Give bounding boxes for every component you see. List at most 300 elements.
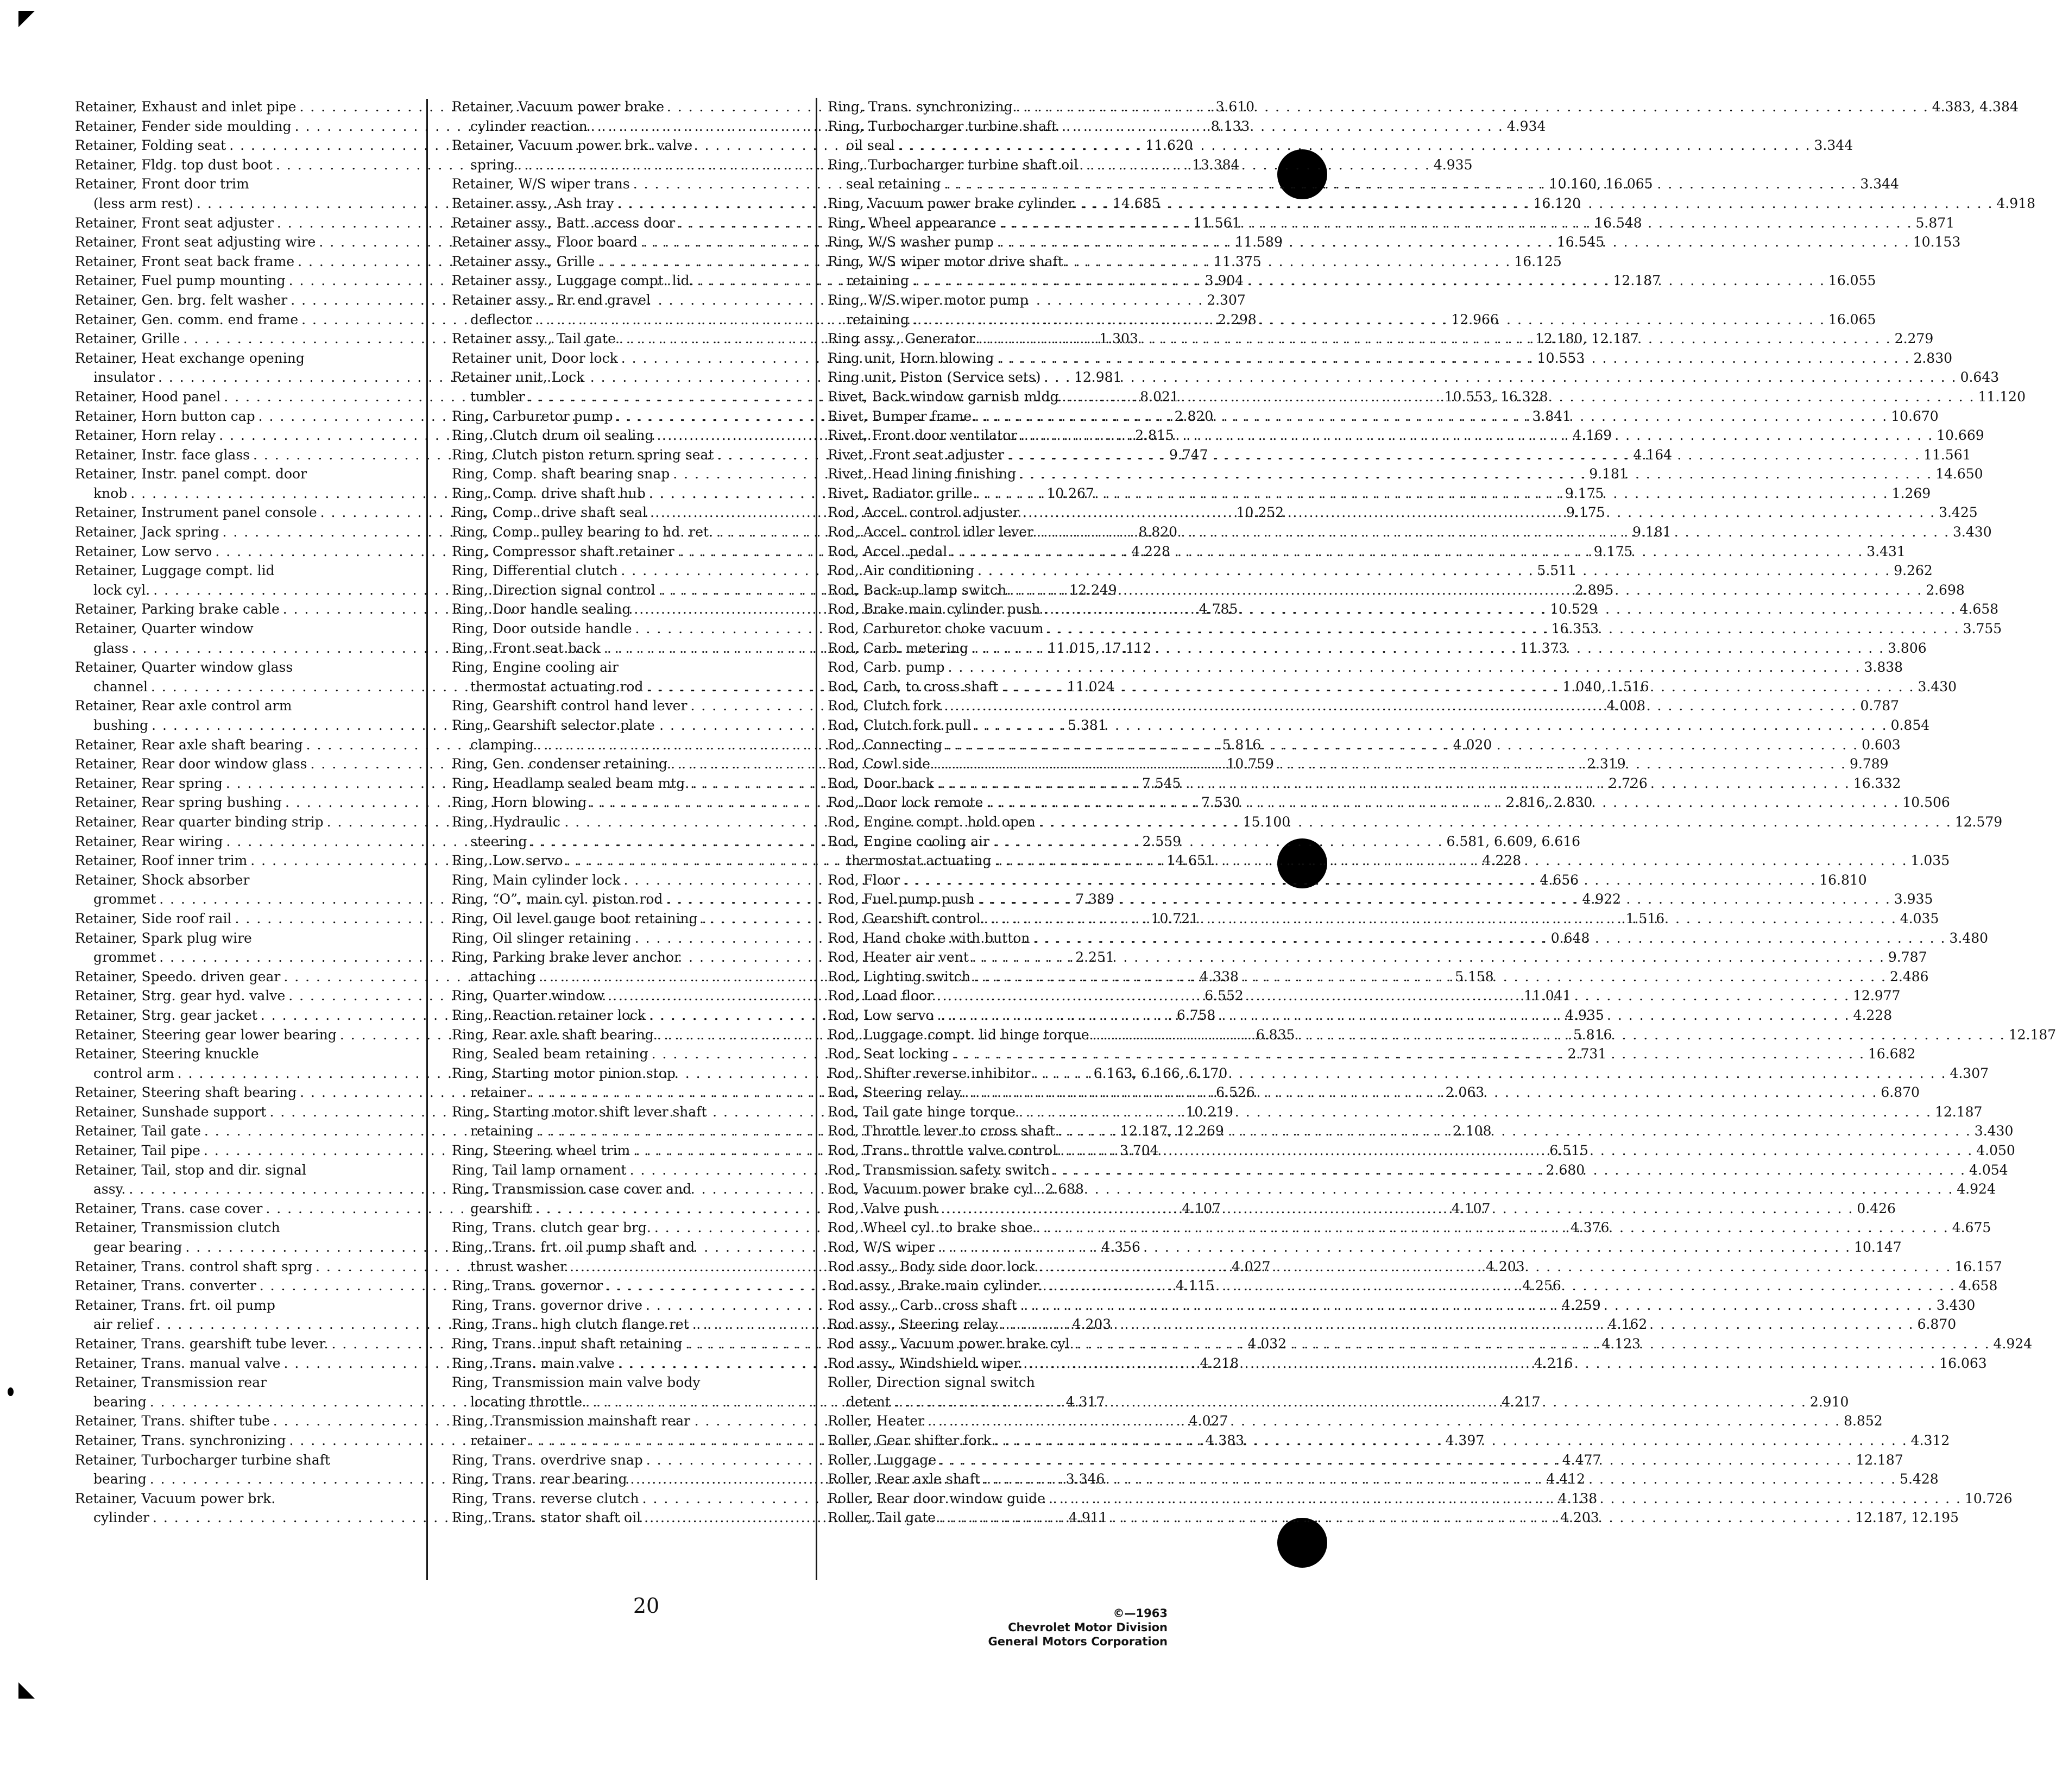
entry-reference-number: 16.332 xyxy=(1853,775,1901,791)
dot-leader xyxy=(912,310,1825,330)
entry-reference-number: 4.675 xyxy=(1952,1220,1991,1236)
dot-leader xyxy=(1036,1218,1949,1238)
entry-description: Retainer, Front seat adjusting wire xyxy=(75,234,316,250)
entry-reference-number: 4.115 xyxy=(1175,1278,1215,1294)
entry-description: Ring, Main cylinder lock xyxy=(452,872,621,888)
entry-reference-number: 4.918 xyxy=(1996,195,2035,211)
dot-leader xyxy=(1016,97,1929,117)
dot-leader xyxy=(1044,368,1957,387)
entry-description: Rod, Door lock remote xyxy=(828,794,983,811)
entry-reference-number: 3.430 xyxy=(1936,1297,1976,1313)
entry-description: thermostat actuating xyxy=(846,853,992,869)
entry-reference-number: 10.670 xyxy=(1891,408,1939,424)
entry-description: Retainer assy., Floor board xyxy=(452,234,638,250)
entry-reference-number: 0.787 xyxy=(1860,698,1900,714)
entry-reference-number: 7.545 xyxy=(1141,775,1181,791)
entry-description: Rivet, Front seat adjuster xyxy=(828,446,1005,463)
entry-description: Rod, Hand choke with button xyxy=(828,930,1030,946)
entry-description: Retainer, Instr. face glass xyxy=(75,446,250,463)
entry-description: Roller, Rear door window guide xyxy=(828,1490,1045,1506)
entry-description: Retainer, Transmission clutch xyxy=(75,1220,280,1236)
entry-reference-number: 2.319 xyxy=(1587,756,1626,772)
entry-reference-number: 4.658 xyxy=(1958,1278,1998,1294)
entry-description: Ring, Trans. stator shaft oil xyxy=(452,1510,641,1526)
entry-reference-number: 4.477 xyxy=(1562,1452,1601,1468)
index-entry xyxy=(828,1179,1996,1199)
entry-description: Rod, Accel. pedal xyxy=(828,543,948,559)
entry-description: Retainer, Tail gate xyxy=(75,1123,201,1139)
entry-reference-number: 4.376 xyxy=(1570,1220,1610,1236)
entry-reference-number: 10.252 xyxy=(1236,504,1284,521)
entry-description: Rod, Fuel pump push xyxy=(828,891,975,907)
entry-reference-number: 4.162 xyxy=(1608,1316,1648,1333)
entry-description: Ring, Direction signal control xyxy=(452,582,655,598)
entry-description: spring xyxy=(470,156,514,173)
entry-reference-number: 3.704 xyxy=(1119,1143,1159,1159)
entry-description: Rod, Clutch fork xyxy=(828,698,941,714)
entry-reference-number: 10.553 xyxy=(1537,350,1585,366)
entry-reference-number: 10.153 xyxy=(1913,234,1961,250)
entry-reference-number: 2.688 xyxy=(1045,1181,1084,1197)
entry-description: Retainer assy., Tail gate xyxy=(452,331,616,347)
dot-leader xyxy=(977,561,1890,580)
entry-reference-number: 10.219 xyxy=(1185,1103,1233,1120)
entry-description: Retainer, Gen. brg. felt washer xyxy=(75,292,288,308)
entry-reference-number: 9.175 xyxy=(1593,543,1633,559)
entry-reference-number: 4.658 xyxy=(1959,601,1999,617)
dot-leader xyxy=(995,1431,1908,1450)
entry-description: Ring unit, Horn blowing xyxy=(828,350,994,366)
entry-description: steering xyxy=(470,833,527,849)
entry-reference-number: 5.816 xyxy=(1222,736,1262,753)
entry-description: Rod, Throttle lever to cross shaft xyxy=(828,1123,1055,1139)
entry-description: Rod, Carb, to cross shaft xyxy=(828,678,999,695)
dot-leader xyxy=(894,1392,1807,1412)
entry-description: Ring, Door outside handle xyxy=(452,621,632,637)
dot-leader xyxy=(1033,929,1946,948)
entry-description: Retainer, Trans. manual valve xyxy=(75,1355,281,1371)
entry-description: Rod, Vacuum power brake cyl. xyxy=(828,1181,1038,1197)
entry-reference-number: 4.312 xyxy=(1910,1432,1950,1448)
entry-reference-number: 4.911 xyxy=(1068,1510,1108,1526)
entry-reference-number: 3.425 xyxy=(1939,504,1978,521)
entry-description: Retainer, Trans. frt. oil pump xyxy=(75,1297,275,1313)
index-entry xyxy=(828,1238,1902,1257)
entry-reference-number: 1.269 xyxy=(1891,485,1931,501)
entry-reference-number: 4.338 xyxy=(1200,968,1239,985)
entry-description: bearing xyxy=(93,1393,147,1410)
entry-reference-number: 4.259 xyxy=(1562,1297,1601,1313)
entry-description: Ring, Differential clutch xyxy=(452,563,618,579)
dot-leader xyxy=(944,174,1857,194)
entry-description: Rod, Clutch fork pull xyxy=(828,717,972,733)
entry-description: retaining xyxy=(846,273,909,289)
entry-description: tumbler xyxy=(470,388,525,405)
entry-description: Ring, Comp. shaft bearing snap xyxy=(452,466,670,482)
entry-reference-number: 16.120 xyxy=(1533,195,1581,211)
entry-description: Ring, Carburetor pump xyxy=(452,408,613,424)
entry-reference-number: 12.249 xyxy=(1069,582,1117,598)
entry-reference-number: 10.553, 16.328 xyxy=(1444,388,1548,405)
entry-reference-number: 4.123 xyxy=(1601,1336,1641,1352)
entry-description: Retainer, Steering knuckle xyxy=(75,1046,259,1062)
entry-description: Retainer assy., Rr end gravel xyxy=(452,292,651,308)
entry-reference-number: 4.169 xyxy=(1573,427,1612,444)
entry-description: Rod, Door back xyxy=(828,775,934,791)
entry-description: Retainer, Trans. converter xyxy=(75,1278,256,1294)
entry-description: Ring, Trans. frt. oil pump shaft and xyxy=(452,1239,695,1255)
entry-reference-number: 16.682 xyxy=(1868,1046,1916,1062)
entry-description: Retainer, Fender side moulding xyxy=(75,118,292,134)
entry-description: Retainer, Tail pipe xyxy=(75,1143,200,1159)
entry-description: Ring, Sealed beam retaining xyxy=(452,1046,648,1062)
entry-description: clamping xyxy=(470,736,534,753)
entry-reference-number: 4.356 xyxy=(1101,1239,1140,1255)
entry-description: Ring, Clutch piston return spring seat xyxy=(452,446,714,463)
entry-reference-number: 4.228 xyxy=(1482,853,1522,869)
dot-leader xyxy=(945,735,1858,755)
entry-description: Ring assy., Generator xyxy=(828,331,975,347)
entry-description: bearing xyxy=(93,1471,147,1487)
entry-description: grommet xyxy=(93,949,156,966)
dot-leader xyxy=(974,967,1887,987)
entry-reference-number: 7.389 xyxy=(1075,891,1114,907)
entry-description: Rod assy., Windshield wiper xyxy=(828,1355,1020,1371)
entry-description: Ring, W/S washer pump xyxy=(828,234,994,250)
entry-reference-number: 9.789 xyxy=(1849,756,1889,772)
entry-description: Retainer, Trans. control shaft sprg xyxy=(75,1258,312,1274)
entry-description: Roller, Luggage xyxy=(828,1452,937,1468)
dot-leader xyxy=(912,271,1825,291)
entry-reference-number: 12.187 xyxy=(1856,1452,1903,1468)
entry-reference-number: 2.298 xyxy=(1218,311,1257,327)
dot-leader xyxy=(997,349,1910,368)
entry-reference-number: 12.187 xyxy=(1934,1103,1983,1120)
entry-reference-number: 16.548 xyxy=(1594,214,1642,231)
entry-reference-number: 12.187 xyxy=(2008,1026,2056,1043)
entry-description: Retainer, Roof inner trim xyxy=(75,853,248,869)
dot-leader xyxy=(1019,1102,1932,1122)
entry-reference-number: 16.353 xyxy=(1551,621,1599,637)
entry-description: Retainer, Speedo. driven gear xyxy=(75,968,281,985)
entry-reference-number: 4.054 xyxy=(1969,1162,2008,1178)
entry-reference-number: 2.279 xyxy=(1894,331,1934,347)
entry-description: Rod, Seat locking xyxy=(828,1046,949,1062)
entry-description: Roller, Direction signal switch xyxy=(828,1374,1035,1391)
entry-reference-number: 16.810 xyxy=(1819,872,1867,888)
entry-description: Retainer, Low servo xyxy=(75,543,212,559)
entry-description: Retainer, Strg. gear hyd. valve xyxy=(75,988,286,1004)
entry-reference-number: 4.035 xyxy=(1900,910,1939,926)
entry-reference-number: 6.515 xyxy=(1549,1143,1588,1159)
dot-leader xyxy=(937,774,1850,793)
entry-reference-number: 5.511 xyxy=(1537,563,1576,579)
entry-description: Retainer, Quarter window glass xyxy=(75,659,293,676)
entry-reference-number: 4.924 xyxy=(1957,1181,1996,1197)
entry-reference-number: 11.589 xyxy=(1235,234,1283,250)
dot-leader xyxy=(1020,1296,1933,1315)
entry-description: Roller, Rear axle shaft xyxy=(828,1471,981,1487)
entry-description: Retainer, Exhaust and inlet pipe xyxy=(75,99,297,115)
dot-leader xyxy=(1044,600,1957,619)
entry-reference-number: 16.157 xyxy=(1954,1258,2002,1274)
entry-description: channel xyxy=(93,678,148,695)
entry-description: Rod, Steering relay xyxy=(828,1084,962,1101)
entry-description: Rod, Load floor xyxy=(828,988,934,1004)
entry-description: Retainer, Instr. panel compt. door xyxy=(75,466,307,482)
entry-description: Rod, Transmission safety switch xyxy=(828,1162,1050,1178)
dot-leader xyxy=(937,986,1850,1006)
entry-description: Retainer, Vacuum power brake xyxy=(452,99,665,115)
entry-reference-number: 4.383 xyxy=(1205,1432,1245,1448)
entry-description: Retainer, Rear door window glass xyxy=(75,756,307,772)
entry-description: Ring, Turbocharger turbine shaft xyxy=(828,118,1057,134)
entry-description: Rivet, Head lining finishing xyxy=(828,466,1017,482)
entry-reference-number: 16.055 xyxy=(1828,273,1876,289)
entry-reference-number: 5.428 xyxy=(1900,1471,1939,1487)
entry-description: Retainer, Vacuum power brk. valve xyxy=(452,137,693,154)
entry-description: Roller, Tail gate xyxy=(828,1510,936,1526)
entry-description: Retainer assy., Ash tray xyxy=(452,195,614,211)
entry-description: Rod, Trans. throttle valve control xyxy=(828,1143,1057,1159)
entry-description: Ring, Trans. high clutch flange ret xyxy=(452,1316,689,1333)
index-entry xyxy=(828,1064,1989,1083)
dot-leader xyxy=(979,329,1891,349)
entry-description: Ring, Starting motor pinion stop xyxy=(452,1065,676,1081)
entry-reference-number: 2.726 xyxy=(1609,775,1648,791)
entry-reference-number: 6.526 xyxy=(1216,1084,1255,1101)
entry-description: Rod assy., Steering relay xyxy=(828,1316,998,1333)
entry-reference-number: 2.559 xyxy=(1142,833,1182,849)
entry-reference-number: 4.020 xyxy=(1453,736,1492,753)
entry-description: assy. xyxy=(93,1181,126,1197)
entry-reference-number: 3.344 xyxy=(1814,137,1853,154)
entry-description: Retainer assy., Batt. access door xyxy=(452,214,676,231)
entry-description: Retainer, Heat exchange opening xyxy=(75,350,305,366)
entry-reference-number: 10.759 xyxy=(1226,756,1274,772)
dot-leader xyxy=(972,948,1885,967)
entry-reference-number: 6.552 xyxy=(1204,988,1244,1004)
entry-description: Ring, Horn blowing xyxy=(452,794,587,811)
entry-description: detent xyxy=(846,1393,891,1410)
index-entry xyxy=(828,368,2000,387)
dot-leader xyxy=(948,658,1861,677)
entry-description: Retainer, Transmission rear xyxy=(75,1374,267,1391)
entry-reference-number: 4.027 xyxy=(1231,1258,1271,1274)
dot-leader xyxy=(938,1238,1851,1257)
entry-description: Retainer, Front seat adjuster xyxy=(75,214,274,231)
entry-description: Ring, Rear axle shaft bearing xyxy=(452,1026,654,1043)
dot-leader xyxy=(995,851,1908,870)
entry-reference-number: 3.344 xyxy=(1860,176,1899,192)
entry-description: Retainer, Rear spring xyxy=(75,775,223,791)
entry-reference-number: 4.924 xyxy=(1993,1336,2033,1352)
entry-reference-number: 0.603 xyxy=(1862,736,1901,753)
entry-description: Retainer, Steering gear lower bearing xyxy=(75,1026,337,1043)
entry-description: Rivet, Bumper frame xyxy=(828,408,972,424)
entry-description: Retainer, Spark plug wire xyxy=(75,930,252,946)
entry-reference-number: 3.480 xyxy=(1949,930,1989,946)
entry-description: Retainer, Fuel pump mounting xyxy=(75,273,286,289)
entry-description: retaining xyxy=(470,1123,533,1139)
entry-reference-number: 12.187 xyxy=(1613,273,1661,289)
index-entry xyxy=(828,716,1930,735)
entry-description: Retainer, Fldg. top dust boot xyxy=(75,156,273,173)
entry-reference-number: 11.120 xyxy=(1978,388,2026,405)
entry-reference-number: 0.643 xyxy=(1960,369,2000,386)
dot-leader xyxy=(928,1411,1840,1431)
entry-description: cylinder reaction xyxy=(470,118,588,134)
dot-leader xyxy=(1049,1489,1962,1509)
entry-reference-number: 16.063 xyxy=(1939,1355,1987,1371)
entry-reference-number: 6.870 xyxy=(1881,1084,1920,1101)
entry-description: cylinder xyxy=(93,1510,149,1526)
entry-description: Retainer, Folding seat xyxy=(75,137,226,154)
entry-reference-number: 6.163, 6.166, 6.170 xyxy=(1093,1065,1228,1081)
entry-reference-number: 1.303 xyxy=(1099,331,1138,347)
entry-reference-number: 14.650 xyxy=(1935,466,1983,482)
dot-leader xyxy=(950,542,1863,561)
entry-reference-number: 3.935 xyxy=(1894,891,1933,907)
entry-reference-number: 9.175 xyxy=(1566,504,1605,521)
entry-reference-number: 2.731 xyxy=(1567,1046,1607,1062)
entry-reference-number: 2.895 xyxy=(1574,582,1614,598)
entry-description: Rod, Wheel cyl. to brake shoe xyxy=(828,1220,1033,1236)
entry-reference-number: 2.307 xyxy=(1207,292,1246,308)
entry-reference-number: 4.228 xyxy=(1853,1007,1893,1023)
entry-description: bushing xyxy=(93,717,149,733)
entry-description: Ring, Door handle sealing xyxy=(452,601,631,617)
entry-description: Rod, Tail gate hinge torque xyxy=(828,1103,1016,1120)
entry-reference-number: 4.203 xyxy=(1486,1258,1525,1274)
entry-reference-number: 2.910 xyxy=(1809,1393,1849,1410)
entry-description: Ring, Reaction retainer lock xyxy=(452,1007,646,1023)
entry-description: Rod, Accel. control adjuster xyxy=(828,504,1020,521)
entry-reference-number: 11.024 xyxy=(1067,678,1115,695)
entry-description: insulator xyxy=(93,369,155,386)
copyright-block xyxy=(956,1606,1168,1649)
entry-description: Ring, Starting motor shift lever shaft xyxy=(452,1103,707,1120)
dot-leader xyxy=(1020,426,1933,445)
entry-reference-number: 4.203 xyxy=(1072,1316,1112,1333)
entry-reference-number: 4.383, 4.384 xyxy=(1932,99,2019,115)
entry-reference-number: 1.035 xyxy=(1910,853,1950,869)
entry-description: Retainer, Shock absorber xyxy=(75,872,250,888)
entry-reference-number: 2.698 xyxy=(1926,582,1965,598)
entry-reference-number: 4.164 xyxy=(1633,446,1673,463)
dot-leader xyxy=(1093,1025,2005,1045)
dot-leader xyxy=(1000,213,1913,233)
entry-description: Retainer, Rear spring bushing xyxy=(75,794,282,811)
entry-description: (less arm rest) xyxy=(93,195,194,211)
entry-description: lock cyl. xyxy=(93,582,150,598)
entry-reference-number: 10.669 xyxy=(1937,427,1984,444)
entry-reference-number: 2.251 xyxy=(1075,949,1114,966)
dot-leader xyxy=(939,1508,1852,1528)
entry-description: Retainer, Strg. gear jacket xyxy=(75,1007,257,1023)
dot-leader xyxy=(997,232,1910,252)
entry-description: deflector xyxy=(470,311,532,327)
entry-description: Rod, Engine compt. hold open xyxy=(828,813,1036,830)
entry-description: Retainer, Jack spring xyxy=(75,524,219,540)
entry-reference-number: 3.610 xyxy=(1215,99,1255,115)
entry-reference-number: 4.656 xyxy=(1540,872,1579,888)
entry-description: retainer xyxy=(470,1432,526,1448)
entry-reference-number: 0.426 xyxy=(1857,1200,1896,1216)
entry-description: Retainer, Tail, stop and dir. signal xyxy=(75,1162,306,1178)
entry-reference-number: 16.545 xyxy=(1556,234,1605,250)
copyright-corporation: General Motors Corporation xyxy=(988,1635,1168,1648)
entry-description: Retainer, Trans. gearshift tube lever. xyxy=(75,1336,329,1352)
entry-reference-number: 3.755 xyxy=(1963,621,2002,637)
entry-description: oil seal xyxy=(846,137,895,154)
entry-description: Ring, Comp. drive shaft hub xyxy=(452,485,646,501)
dot-leader xyxy=(903,870,1816,890)
entry-description: Ring, Hydraulic xyxy=(452,813,560,830)
entry-reference-number: 3.841 xyxy=(1532,408,1572,424)
dot-leader xyxy=(1010,580,1922,600)
entry-description: thrust washer xyxy=(470,1258,567,1274)
entry-reference-number: 10.529 xyxy=(1550,601,1598,617)
copyright-year: ©—1963 xyxy=(1113,1607,1168,1620)
entry-reference-number: 4.922 xyxy=(1582,891,1622,907)
dot-leader xyxy=(1053,1160,1966,1180)
margin-dot xyxy=(8,1387,14,1396)
entry-reference-number: 4.935 xyxy=(1565,1007,1604,1023)
entry-description: Retainer unit, Lock xyxy=(452,369,585,386)
dot-leader xyxy=(898,136,1811,155)
entry-description: Ring, Headlamp sealed beam mtg. xyxy=(452,775,690,791)
entry-description: Ring, Low servo xyxy=(452,853,563,869)
index-entry xyxy=(828,658,1903,677)
entry-reference-number: 4.935 xyxy=(1433,156,1473,173)
entry-description: Retainer, Grille xyxy=(75,331,180,347)
entry-reference-number: 12.187, 12.269 xyxy=(1120,1123,1224,1139)
dot-leader xyxy=(1019,464,1932,484)
dot-leader xyxy=(1039,812,1952,832)
entry-description: Rod, Heater air vent xyxy=(828,949,969,966)
entry-description: Ring, Trans. synchronizing xyxy=(828,99,1013,115)
entry-description: Retainer, Hood panel xyxy=(75,388,221,405)
dot-leader xyxy=(983,1469,1896,1489)
entry-reference-number: 10.726 xyxy=(1965,1490,2013,1506)
entry-description: Ring, Gearshift selector plate xyxy=(452,717,655,733)
entry-reference-number: 4.027 xyxy=(1189,1413,1228,1429)
entry-description: Ring, Quarter window xyxy=(452,988,604,1004)
entry-description: gear bearing xyxy=(93,1239,182,1255)
dot-leader xyxy=(1077,1334,1990,1354)
entry-description: Rod, W/S wiper xyxy=(828,1239,935,1255)
entry-description: Rod assy., Body side door lock xyxy=(828,1258,1036,1274)
corner-registration-mark-top xyxy=(18,11,35,27)
entry-description: Rod, Air conditioning xyxy=(828,563,975,579)
dot-leader xyxy=(1060,1141,1973,1160)
entry-reference-number: 3.904 xyxy=(1204,273,1244,289)
entry-reference-number: 11.620 xyxy=(1145,137,1193,154)
entry-reference-number: 10.267 xyxy=(1046,485,1094,501)
entry-description: Ring, Wheel appearance xyxy=(828,214,997,231)
entry-reference-number: 0.648 xyxy=(1550,930,1590,946)
entry-description: retaining xyxy=(846,311,909,327)
dot-leader xyxy=(976,484,1889,503)
entry-reference-number: 4.412 xyxy=(1546,1471,1586,1487)
dot-leader xyxy=(1043,1276,1956,1296)
entry-reference-number: 4.218 xyxy=(1200,1355,1239,1371)
entry-description: Rod, Carburetor choke vacuum xyxy=(828,621,1044,637)
entry-description: Ring, Compressor shaft retainer xyxy=(452,543,674,559)
entry-description: Retainer, Rear axle control arm xyxy=(75,698,292,714)
entry-reference-number: 15.100 xyxy=(1243,813,1291,830)
